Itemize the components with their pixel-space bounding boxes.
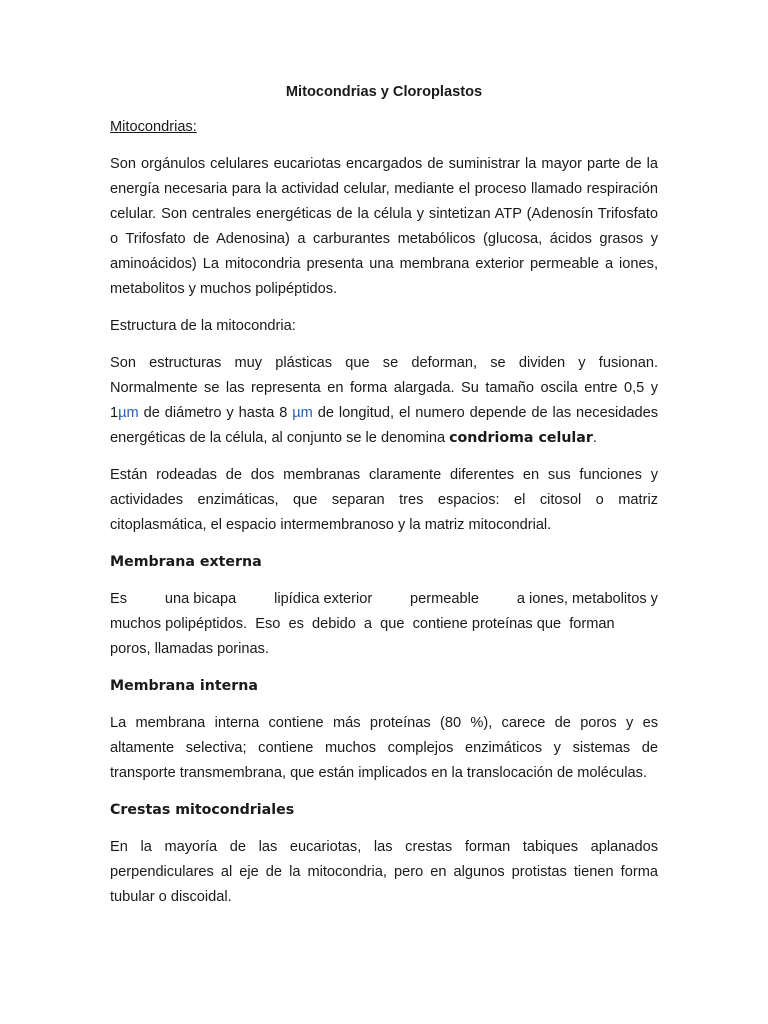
unit-micrometer-1: µm xyxy=(118,405,139,421)
outer-word-1: Es xyxy=(110,591,128,607)
outer-word-5: a iones, metabolitos y xyxy=(516,591,658,607)
heading-membrana-interna: Membrana interna xyxy=(110,678,258,694)
structure-text-part4: . xyxy=(592,430,597,446)
membranes-paragraph: Están rodeadas de dos membranas claramente diferentes en sus funciones y actividades enzimáticas, que separan tres espacios: el citosol o matriz citoplasmática, el espacio intermembranoso y la matriz mitocondrial. xyxy=(110,467,658,533)
outer-membrane-first-line xyxy=(110,587,658,612)
outer-word-2: una bicapa xyxy=(164,591,237,607)
section-label-mitocondrias: Mitocondrias: xyxy=(110,119,197,135)
document-page xyxy=(110,80,658,922)
unit-micrometer-2: µm xyxy=(292,405,313,421)
intro-paragraph: Son orgánulos celulares eucariotas encargados de suministrar la mayor parte de la energía necesaria para la actividad celular, mediante el proceso llamado respiración celular. Son centrales energéticas de la célula y sintetizan ATP (Adenosín Trifosfato o Trifosfato de Adenosina) a carburantes metabólicos (glucosa, ácidos grasos y aminoácidos) La mitocondria presenta una membrana exterior permeable a iones, metabolitos y muchos polipéptidos. xyxy=(110,156,658,297)
outer-membrane-paragraph xyxy=(110,587,658,662)
structure-text-part3: de longitud, el numero depende de las necesidades energéticas de la célula, al conjunto se le denomina xyxy=(110,405,658,446)
structure-text-part1: Son estructuras muy plásticas que se deforman, se dividen y fusionan. Normalmente se las representa en forma alargada. Su tamaño oscila entre 0,5 y 1 xyxy=(110,355,658,421)
outer-membrane-rest: muchos polipéptidos. Eso es debido a que contiene proteínas que forman poros, llamadas porinas. xyxy=(110,616,619,657)
heading-crestas-mitocondriales: Crestas mitocondriales xyxy=(110,802,295,818)
document-title: Mitocondrias y Cloroplastos xyxy=(285,84,483,100)
structure-label: Estructura de la mitocondria: xyxy=(110,318,296,334)
structure-paragraph xyxy=(110,351,658,451)
inner-membrane-paragraph: La membrana interna contiene más proteínas (80 %), carece de poros y es altamente selectiva; contiene muchos complejos enzimáticos y sistemas de transporte transmembrana, que están implicados en la translocación de moléculas. xyxy=(110,715,658,781)
outer-word-3: lipídica exterior xyxy=(274,591,373,607)
outer-word-4: permeable xyxy=(410,591,480,607)
cristae-paragraph: En la mayoría de las eucariotas, las crestas forman tabiques aplanados perpendiculares al eje de la mitocondria, pero en algunos protistas tienen forma tubular o discoidal. xyxy=(110,839,658,905)
term-condrioma-celular: condrioma celular xyxy=(449,430,593,446)
heading-membrana-externa: Membrana externa xyxy=(110,554,262,570)
structure-text-part2: de diámetro y hasta 8 xyxy=(138,405,293,421)
